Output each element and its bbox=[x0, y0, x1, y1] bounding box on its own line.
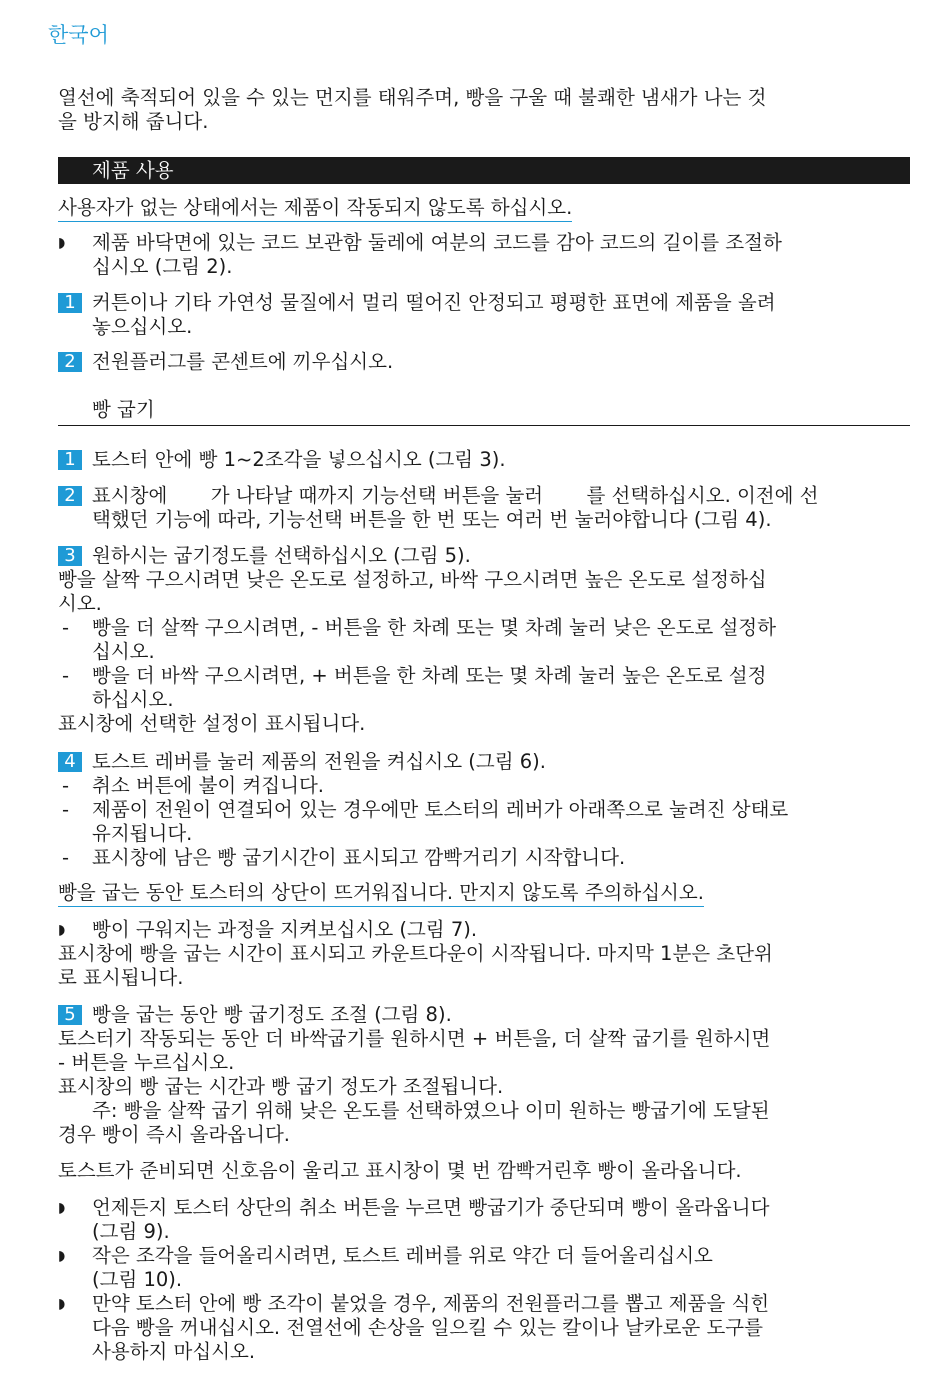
dash-marker: - bbox=[62, 616, 70, 639]
step-number: 2 bbox=[58, 352, 82, 372]
subsection-heading: 빵 굽기 bbox=[58, 398, 910, 426]
text-line: 놓으십시오. bbox=[92, 315, 193, 338]
text-line: 하십시오. bbox=[92, 688, 174, 711]
text-line: 제품 바닥면에 있는 코드 보관함 둘레에 여분의 코드를 감아 코드의 길이를 조절하 bbox=[92, 231, 782, 254]
note-text: 주: 빵을 살짝 굽기 위해 낮은 온도를 선택하였으나 이미 원하는 빵굽기에 도달된 bbox=[92, 1099, 770, 1122]
text-line: 빵을 더 바싹 구으시려면, + 버튼을 한 차례 또는 몇 차례 눌러 높은 온도로 설정 bbox=[92, 664, 767, 687]
text-line: 원하시는 굽기정도를 선택하십시오 (그림 5). bbox=[92, 544, 471, 567]
text-line: 시오. bbox=[58, 592, 102, 615]
bullet-watch bbox=[58, 918, 910, 990]
text-line: 빵을 더 살짝 구으시려면, - 버튼을 한 차례 또는 몇 차례 눌러 낮은 온도로 설정하 bbox=[92, 616, 776, 639]
text-line: 토스터 안에 빵 1~2조각을 넣으십시오 (그림 3). bbox=[92, 448, 506, 471]
dash-marker: - bbox=[62, 846, 70, 869]
text-line: (그림 9). bbox=[92, 1220, 170, 1243]
section-heading: 제품 사용 bbox=[58, 157, 910, 184]
step-1 bbox=[58, 291, 944, 339]
step-number: 2 bbox=[58, 486, 82, 506]
text-line: 커튼이나 기타 가연성 물질에서 멀리 떨어진 안정되고 평평한 표면에 제품을 올려 bbox=[92, 291, 776, 314]
toast-step-1 bbox=[58, 448, 944, 472]
text-line: 유지됩니다. bbox=[92, 822, 193, 845]
text-line: 사용하지 마십시오. bbox=[92, 1340, 256, 1363]
final-bullets bbox=[58, 1196, 910, 1364]
warning-text: 사용자가 없는 상태에서는 제품이 작동되지 않도록 하십시오. bbox=[58, 196, 572, 222]
bullet-icon: ◗ bbox=[58, 235, 66, 251]
intro-paragraph bbox=[58, 86, 910, 134]
toast-step-2 bbox=[58, 484, 944, 532]
step-2 bbox=[58, 350, 944, 374]
toast-step-3 bbox=[58, 544, 910, 736]
note-line bbox=[58, 1099, 910, 1123]
step-number: 1 bbox=[58, 293, 82, 313]
step-number: 3 bbox=[58, 546, 82, 566]
text-line: 전원플러그를 콘센트에 끼우십시오. bbox=[92, 350, 394, 373]
toast-step-5 bbox=[58, 1003, 910, 1147]
bullet-icon: ◗ bbox=[58, 1296, 66, 1312]
text-line: 로 표시됩니다. bbox=[58, 966, 184, 989]
ready-paragraph bbox=[58, 1159, 910, 1183]
text-line: 표시창의 빵 굽는 시간과 빵 굽기 정도가 조절됩니다. bbox=[58, 1075, 504, 1098]
intro-line: 열선에 축적되어 있을 수 있는 먼지를 태워주며, 빵을 구울 때 불쾌한 냄새가 나는 것 bbox=[58, 86, 767, 109]
text-line: 표시창에 빵을 굽는 시간이 표시되고 카운트다운이 시작됩니다. 마지막 1분은 초단위 bbox=[58, 942, 773, 965]
text-line: 십시오. bbox=[92, 640, 155, 663]
text-line: 빵을 살짝 구으시려면 낮은 온도로 설정하고, 바싹 구으시려면 높은 온도로 설정하십 bbox=[58, 568, 767, 591]
text-line: 다음 빵을 꺼내십시오. 전열선에 손상을 일으킬 수 있는 칼이나 날카로운 도구를 bbox=[92, 1316, 763, 1339]
text-line: 십시오 (그림 2). bbox=[92, 255, 233, 278]
text-line: 표시창에 선택한 설정이 표시됩니다. bbox=[58, 712, 366, 735]
dash-marker: - bbox=[62, 798, 70, 821]
step-number: 4 bbox=[58, 752, 82, 772]
warning-text: 빵을 굽는 동안 토스터의 상단이 뜨거워집니다. 만지지 않도록 주의하십시오. bbox=[58, 881, 704, 907]
bullet-icon: ◗ bbox=[58, 1248, 66, 1264]
step-number: 1 bbox=[58, 450, 82, 470]
bullet-icon: ◗ bbox=[58, 1200, 66, 1216]
warning-hot-surface bbox=[58, 881, 910, 907]
text-line: 표시창에 남은 빵 굽기시간이 표시되고 깜빡거리기 시작합니다. bbox=[92, 846, 626, 869]
text-line: 표시창에 가 나타날 때까지 기능선택 버튼을 눌러 를 선택하십시오. 이전에 선 bbox=[92, 484, 819, 507]
text-line: 토스트 레버를 눌러 제품의 전원을 켜십시오 (그림 6). bbox=[92, 750, 546, 773]
text-line: 빵을 굽는 동안 빵 굽기정도 조절 (그림 8). bbox=[92, 1003, 452, 1026]
step-number: 5 bbox=[58, 1005, 82, 1025]
intro-line: 을 방지해 줍니다. bbox=[58, 110, 209, 133]
bullet-cord bbox=[58, 231, 944, 279]
text-line: 작은 조각을 들어올리시려면, 토스트 레버를 위로 약간 더 들어올리십시오 bbox=[92, 1244, 713, 1267]
bullet-icon: ◗ bbox=[58, 922, 66, 938]
text-line: (그림 10). bbox=[92, 1268, 183, 1291]
language-label: 한국어 bbox=[48, 23, 109, 47]
text-line: 빵이 구워지는 과정을 지켜보십시오 (그림 7). bbox=[92, 918, 478, 941]
text-line: 토스터기 작동되는 동안 더 바싹굽기를 원하시면 + 버튼을, 더 살짝 굽기를 원하시면 bbox=[58, 1027, 771, 1050]
dash-marker: - bbox=[62, 774, 70, 797]
text-line: - 버튼을 누르십시오. bbox=[58, 1051, 235, 1074]
warning-unattended bbox=[58, 196, 910, 222]
text-line: 제품이 전원이 연결되어 있는 경우에만 토스터의 레버가 아래쪽으로 눌려진 상태로 bbox=[92, 798, 789, 821]
text-line: 택했던 기능에 따라, 기능선택 버튼을 한 번 또는 여러 번 눌러야합니다 (그림 4). bbox=[92, 508, 772, 531]
text-line: 취소 버튼에 불이 켜집니다. bbox=[92, 774, 325, 797]
text-line: 만약 토스터 안에 빵 조각이 붙었을 경우, 제품의 전원플러그를 뽑고 제품을 식힌 bbox=[92, 1292, 770, 1315]
text-line: 토스트가 준비되면 신호음이 울리고 표시창이 몇 번 깜빡거린후 빵이 올라옵니다. bbox=[58, 1159, 742, 1182]
toast-step-4 bbox=[58, 750, 910, 870]
text-line: 경우 빵이 즉시 올라옵니다. bbox=[58, 1123, 291, 1146]
text-line: 언제든지 토스터 상단의 취소 버튼을 누르면 빵굽기가 중단되며 빵이 올라옵니다 bbox=[92, 1196, 770, 1219]
dash-marker: - bbox=[62, 664, 70, 687]
